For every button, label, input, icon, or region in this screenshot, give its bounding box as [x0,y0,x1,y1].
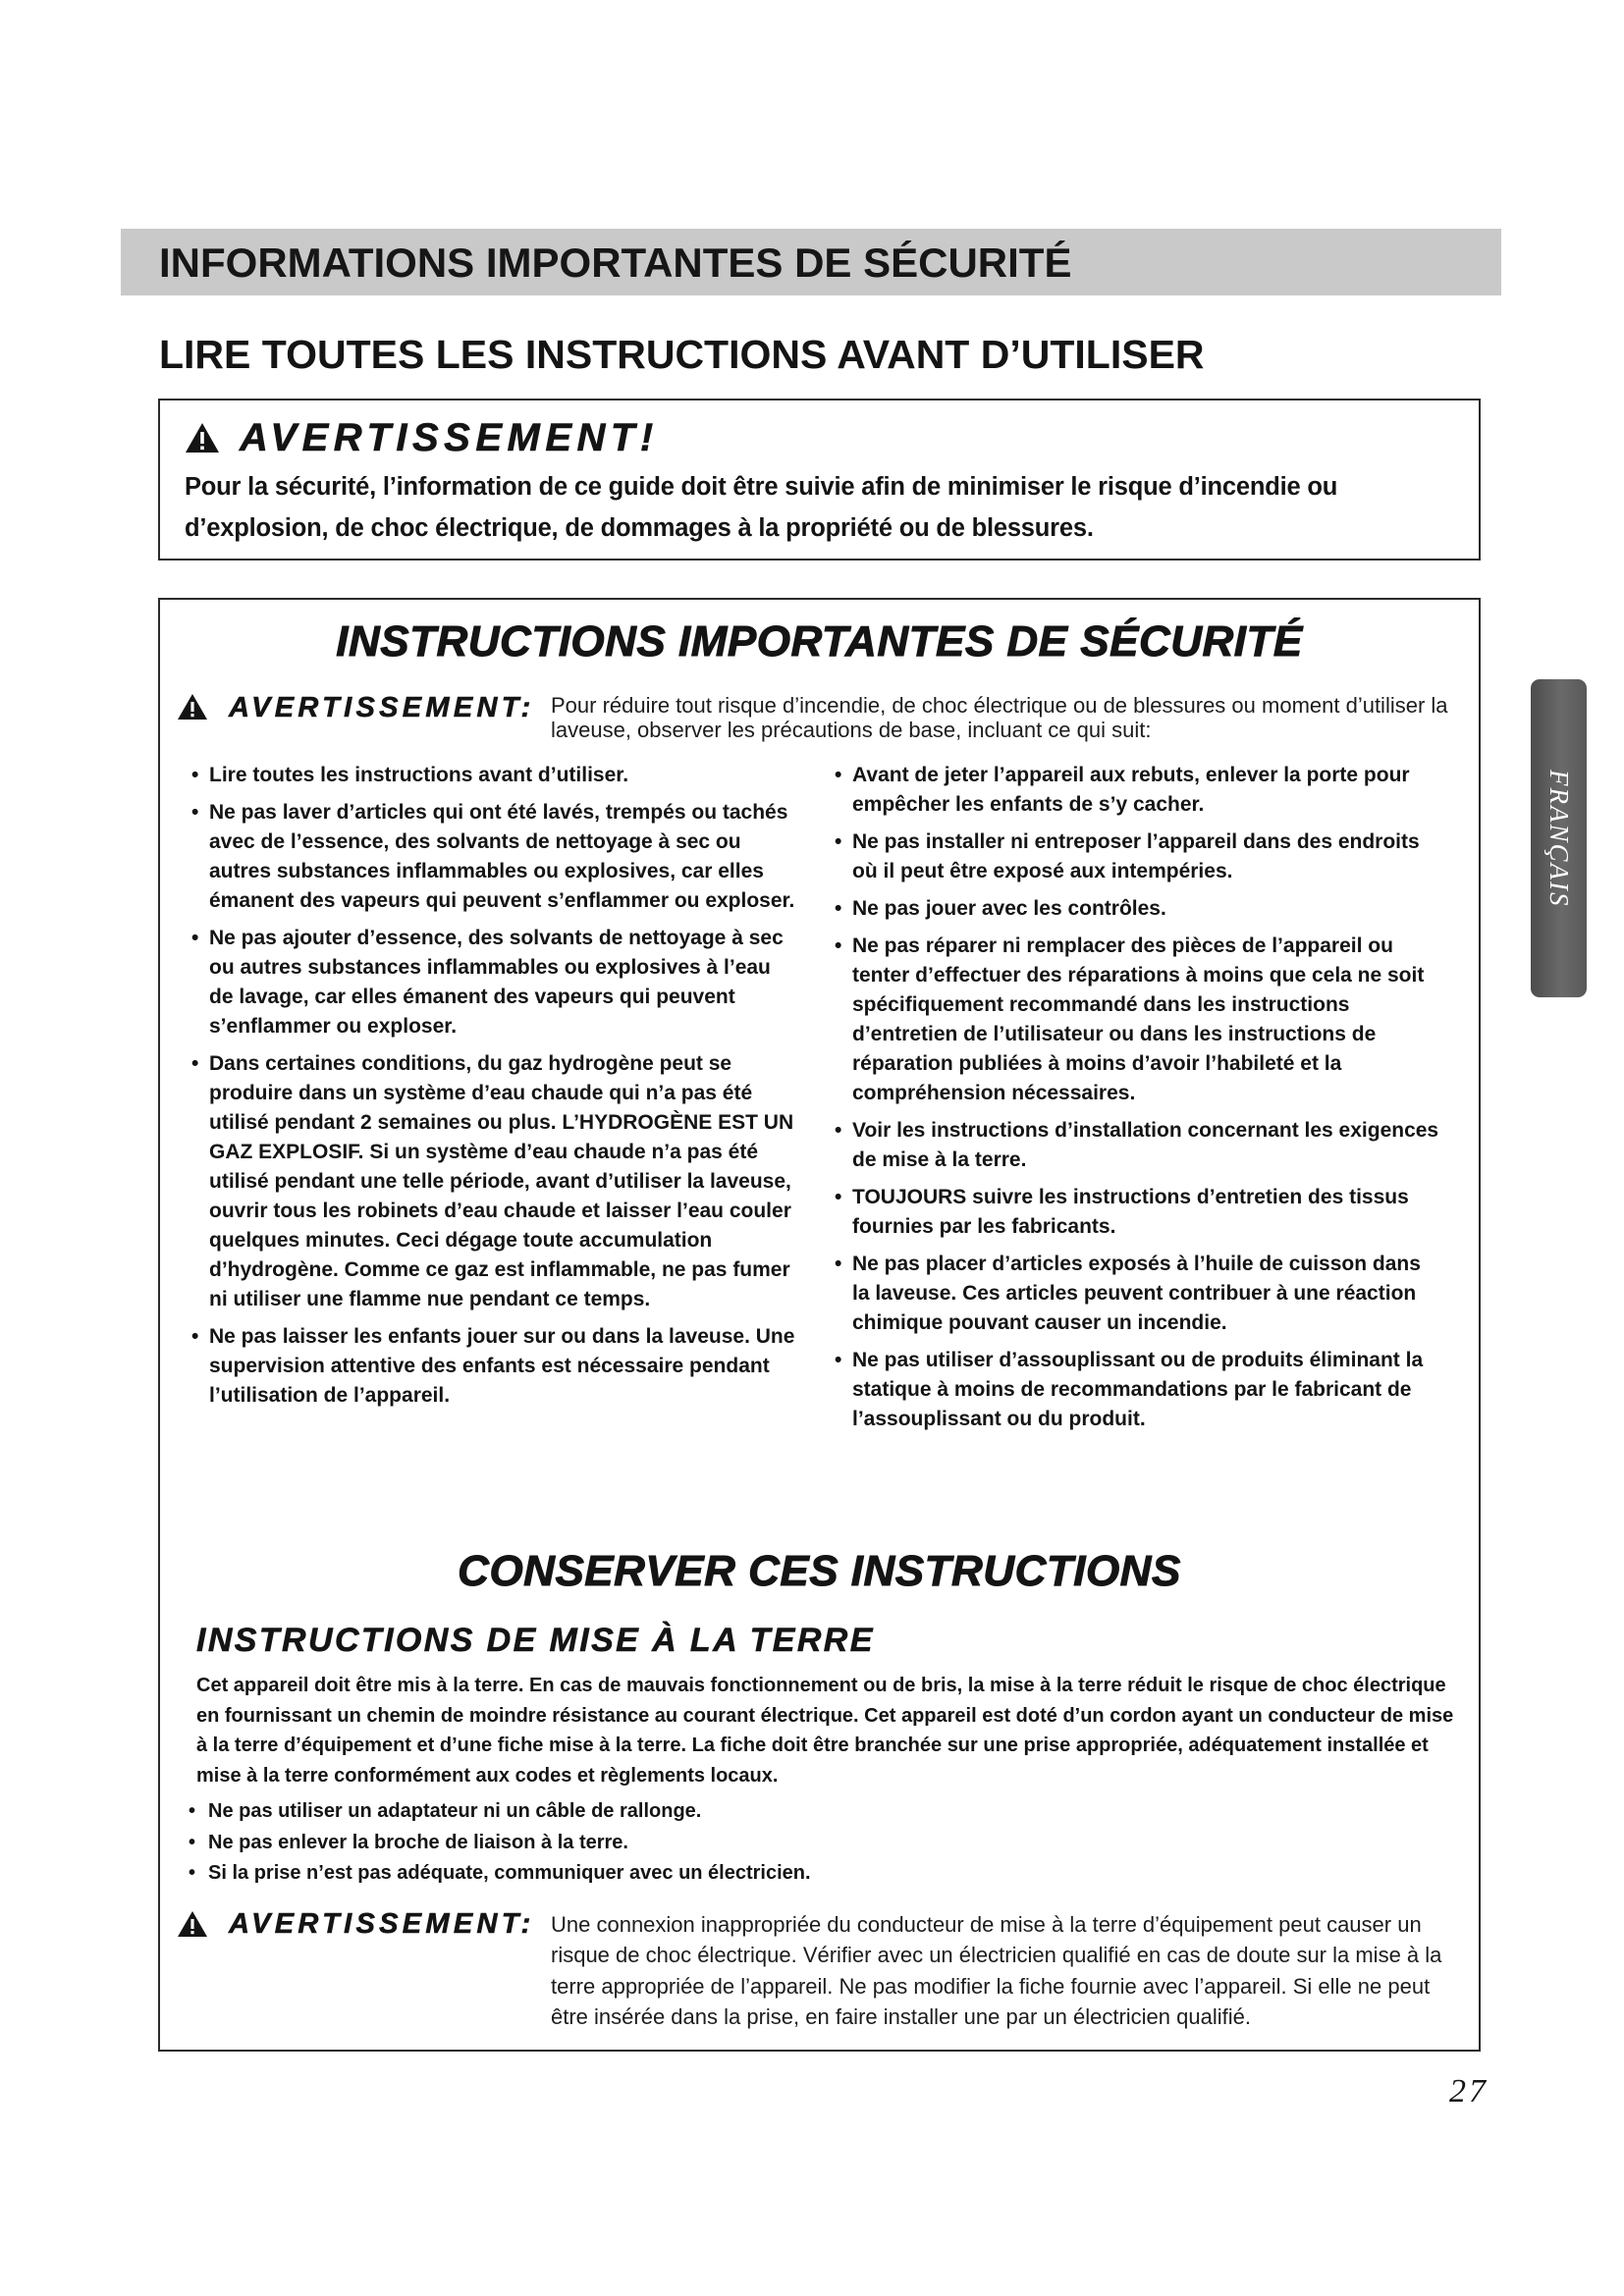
safety-list-right [835,761,1440,1517]
safety-list-left [191,761,797,1517]
grounding-list [189,1796,1479,1890]
grounding-warning-text: Une connexion inappropriée du conducteur de mise à la terre d’équipement peut causer un risque de choc électrique. Vérifier avec un électricien qualifié en cas de doute sur la mise à la terre appropriée de l’appareil. Ne pas modifier la fiche fournie avec l’appareil. Si elle ne peut être insérée dans la prise, en faire installer une par un électricien qualifié. [551,1911,1442,2029]
list-item: • Ne pas ajouter d’essence, des solvants de nettoyage à sec ou autres substances inflammables ou explosives à l’eau de lavage, car elles émanent des vapeurs qui peuvent s’enflammer ou exploser. [191,924,797,1041]
header-bar [121,229,1501,295]
warning-text: Pour la sécurité, l’information de ce guide doit être suivie afin de minimiser le risque d’incendie ou d’explosion, de choc électrique, de dommages à la propriété ou de blessures. [185,473,1338,542]
list-item: • Ne pas installer ni entreposer l’appareil dans des endroits où il peut être exposé aux intempéries. [835,828,1440,886]
list-item: • Ne pas réparer ni remplacer des pièces de l’appareil ou tenter d’effectuer des réparations à moins que cela ne soit spécifiquement recommandé dans les instructions d’entretien de l’utilisateur ou dans les instructions de réparation publiées à moins d’avoir l’habileté et la compréhension nécessaires. [835,932,1440,1108]
list-item: • Avant de jeter l’appareil aux rebuts, enlever la porte pour empêcher les enfants de s’y cacher. [835,761,1440,820]
grounding-title: INSTRUCTIONS DE MISE À LA TERRE [196,1622,875,1659]
page-number: 27 [1449,2073,1489,2109]
warning-box [158,399,1481,561]
list-item: • Voir les instructions d’installation concernant les exigences de mise à la terre. [835,1116,1440,1175]
list-item: • Ne pas utiliser d’assouplissant ou de produits éliminant la statique à moins de recommandations par le fabricant de l’assouplissant ou du produit. [835,1346,1440,1434]
list-item: • Ne pas laisser les enfants jouer sur ou dans la laveuse. Une supervision attentive des enfants est nécessaire pendant l’utilisation de l’appareil. [191,1322,797,1411]
list-item: • Lire toutes les instructions avant d’utiliser. [191,761,797,790]
safety-warning-label: AVERTISSEMENT: [229,692,535,723]
list-item: • TOUJOURS suivre les instructions d’entretien des tissus fournies par les fabricants. [835,1183,1440,1242]
language-tab-label: FRANÇAIS [1544,769,1574,908]
warning-label: AVERTISSEMENT! [240,416,659,459]
list-item: • Dans certaines conditions, du gaz hydrogène peut se produire dans un système d’eau chaude qui n’a pas été utilisé pendant 2 semaines ou plus. L’HYDROGÈNE EST UN GAZ EXPLOSIF. Si un système d’eau chaude n’a pas été utilisé pendant une telle période, avant d’utiliser la laveuse, ouvrir tous les robinets d’eau chaude et laisser l’eau couler quelques minutes. Ceci dégage toute accumulation d’hydrogène. Comme ce gaz est inflammable, ne pas fumer ni utiliser une flamme nue pendant ce temps. [191,1049,797,1314]
safety-warning-text: Pour réduire tout risque d’incendie, de choc électrique ou de blessures ou moment d’utiliser la laveuse, observer les précautions de base, incluant ce qui suit: [551,693,1448,742]
safety-instructions-box [158,598,1481,2052]
warning-triangle-icon [177,1910,208,1938]
warning-triangle-icon [177,693,208,721]
list-item: • Ne pas laver d’articles qui ont été lavés, trempés ou tachés avec de l’essence, des solvants de nettoyage à sec ou autres substances inflammables ou explosives, car elles émanent des vapeurs qui peuvent s’enflammer ou exploser. [191,798,797,916]
grounding-warning-label: AVERTISSEMENT: [229,1907,535,1940]
grounding-warning [160,1909,1479,2033]
list-item: • Ne pas jouer avec les contrôles. [835,894,1440,924]
language-tab [1531,679,1587,997]
grounding-warning-label-group [177,1909,551,1940]
list-item: • Ne pas enlever la broche de liaison à la terre. [189,1828,1479,1859]
list-item: • Si la prise n’est pas adéquate, communiquer avec un électricien. [189,1858,1479,1890]
page-subtitle: LIRE TOUTES LES INSTRUCTIONS AVANT D’UTILISER [159,332,1205,377]
safety-warning-label-group [177,692,551,723]
safety-title: INSTRUCTIONS IMPORTANTES DE SÉCURITÉ [336,617,1303,666]
grounding-text: Cet appareil doit être mis à la terre. En cas de mauvais fonctionnement ou de bris, la mise à la terre réduit le risque de choc électrique en fournissant un chemin de moindre résistance au courant électrique. Cet appareil est doté d’un cordon ayant un conducteur de mise à la terre d’équipement et d’une fiche mise à la terre. La fiche doit être branchée sur une prise appropriée, adéquatement installée et mise à la terre conformément aux codes et règlements locaux. [196,1675,1454,1787]
save-instructions-title: CONSERVER CES INSTRUCTIONS [458,1547,1181,1595]
warning-triangle-icon [185,422,220,454]
page-title: INFORMATIONS IMPORTANTES DE SÉCURITÉ [159,240,1072,286]
warning-label-row [185,414,659,461]
safety-columns [160,761,1479,1517]
safety-warning [160,693,1479,742]
list-item: • Ne pas placer d’articles exposés à l’huile de cuisson dans la laveuse. Ces articles peuvent contribuer à une réaction chimique pouvant causer un incendie. [835,1250,1440,1338]
list-item: • Ne pas utiliser un adaptateur ni un câble de rallonge. [189,1796,1479,1828]
